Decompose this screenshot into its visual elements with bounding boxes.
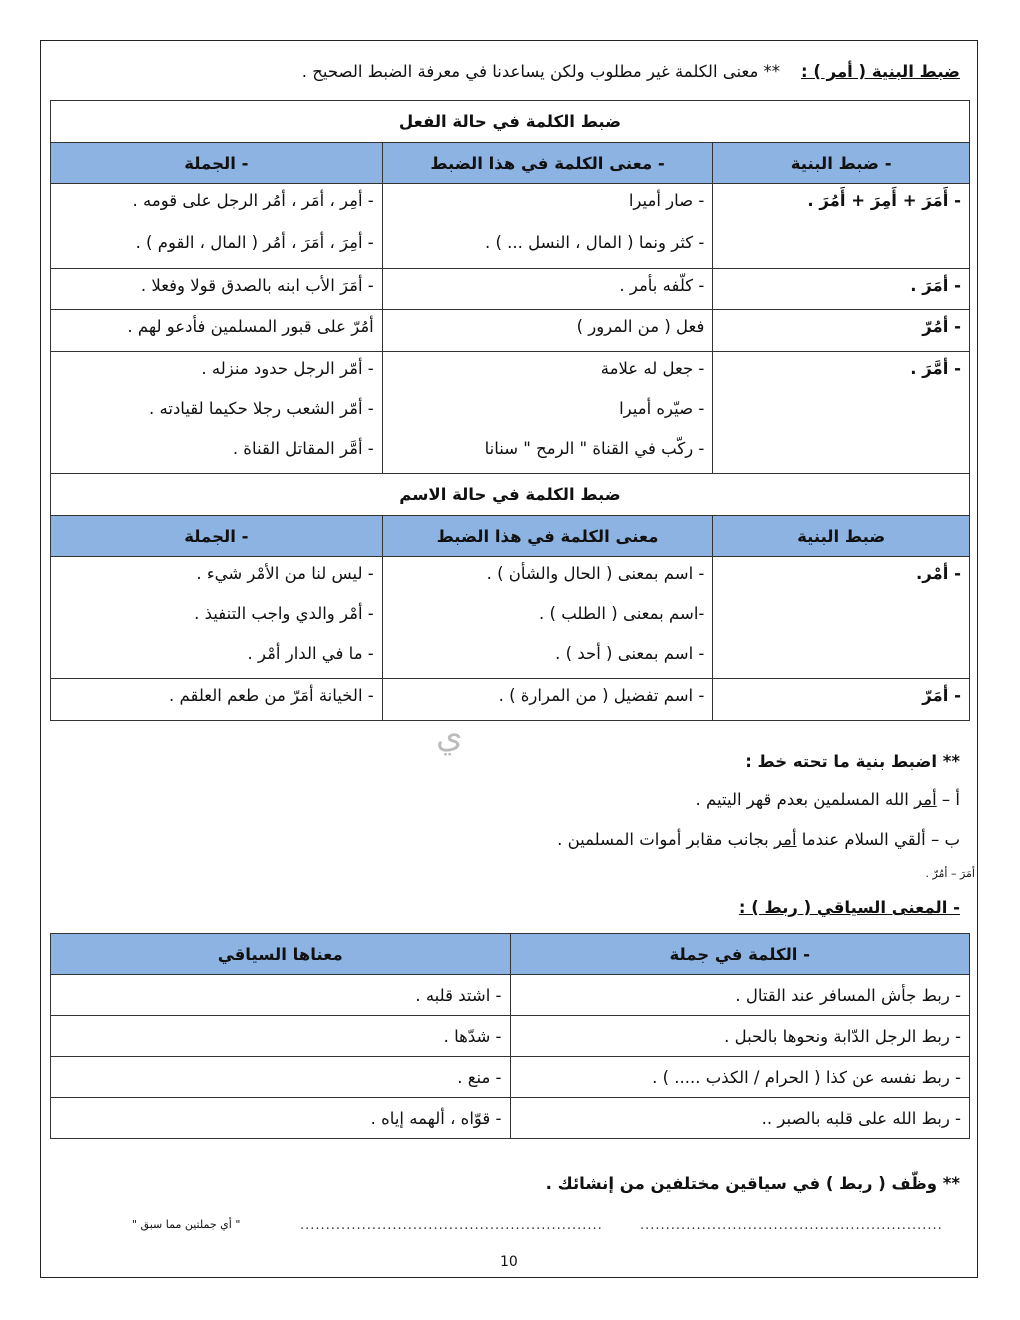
sentence-line: - أمْر والدي واجب التنفيذ . [194, 604, 374, 623]
table-row [51, 269, 970, 310]
context-section-title: - المعنى السياقي ( ربط ) : [738, 898, 960, 917]
form-cell: - أمَرَ . [910, 276, 961, 295]
form-cell: - أمُرّ [922, 317, 961, 336]
sentence-line: - أمّر الشعب رجلا حكيما لقيادته . [149, 399, 374, 418]
table-row [51, 679, 970, 721]
sentence-cell: - ربط الرجل الدّابة ونحوها بالحبل . [510, 1016, 969, 1057]
underlined-word: أمر [774, 830, 797, 849]
sentence-line: - أمِرَ ، أمَرَ ، أمُر ( المال ، القوم ) . [135, 233, 374, 252]
underlined-word: أمر [914, 790, 937, 809]
meaning-line: - كلّفه بأمر . [619, 276, 705, 295]
meaning-line: - اسم بمعنى ( أحد ) . [555, 644, 705, 663]
table-row [51, 975, 970, 1016]
verb-table [50, 100, 970, 721]
noun-header-sentence: - الجملة [51, 516, 383, 557]
verb-table-caption: ضبط الكلمة في حالة الفعل [51, 101, 970, 143]
table-row [51, 184, 970, 269]
verb-header-form: - ضبط البنية [713, 143, 970, 184]
meaning-line: فعل ( من المرور ) [576, 317, 705, 336]
sentence-cell: - ربط نفسه عن كذا ( الحرام / الكذب ..... ) . [510, 1057, 969, 1098]
table-row [51, 1016, 970, 1057]
form-cell: - أَمَرَ + أَمِرَ + أَمُرَ . [807, 191, 961, 210]
meaning-line: - صار أميرا [628, 191, 705, 210]
watermark-mark: ي [436, 716, 463, 756]
meaning-cell: - قوّاه ، ألهمه إياه . [51, 1098, 511, 1139]
header-line [302, 62, 960, 81]
meaning-cell: - منع . [51, 1057, 511, 1098]
context-header-meaning: معناها السياقي [51, 934, 511, 975]
exercise2-hint: " أي جملتين مما سبق " [132, 1218, 241, 1231]
meaning-cell: - اشتد قلبه . [51, 975, 511, 1016]
exercise1-title: ** اضبط بنية ما تحته خط : [745, 752, 960, 771]
table-row [51, 557, 970, 679]
context-table [50, 933, 970, 1139]
context-header-sentence: - الكلمة في جملة [510, 934, 969, 975]
header-note: ** معنى الكلمة غير مطلوب ولكن يساعدنا في معرفة الضبط الصحيح . [301, 62, 781, 81]
sentence-cell: - ربط جأش المسافر عند القتال . [510, 975, 969, 1016]
form-cell: - أمَّرَ . [910, 359, 961, 378]
meaning-line: - ركّب في القناة " الرمح " سنانا [484, 439, 705, 458]
sentence-line: - أمِر ، أمَر ، أمُر الرجل على قومه . [132, 191, 374, 210]
answer-line-2[interactable]: ........................................................... [300, 1218, 603, 1233]
verb-header-meaning: - معنى الكلمة في هذا الضبط [382, 143, 713, 184]
form-cell: - أمْر. [916, 564, 961, 583]
sentence-cell: - ربط الله على قلبه بالصبر .. [510, 1098, 969, 1139]
page-number: 10 [500, 1254, 518, 1270]
sentence-line: - الخيانة أمَرّ من طعم العلقم . [169, 686, 374, 705]
sentence-line: - أمَرَ الأب ابنه بالصدق قولا وفعلا . [140, 276, 374, 295]
noun-table-caption: ضبط الكلمة في حالة الاسم [51, 474, 970, 516]
noun-header-form: ضبط البنية [713, 516, 970, 557]
item-prefix: أ – [936, 790, 960, 809]
sentence-line: - أمَّر المقاتل القناة . [232, 439, 374, 458]
table-row [51, 310, 970, 352]
sentence-line: - ما في الدار أمْر . [247, 644, 374, 663]
exercise2-title: ** وظّف ( ربط ) في سياقين مختلفين من إنشائك . [545, 1174, 960, 1193]
meaning-line: - صيّره أميرا [619, 399, 705, 418]
meaning-line: - كثر ونما ( المال ، النسل ... ) . [484, 233, 705, 252]
sentence-line: أمُرّ على قبور المسلمين فأدعو لهم . [127, 317, 374, 336]
sentence-line: - ليس لنا من الأمْر شيء . [196, 564, 374, 583]
meaning-line: - اسم بمعنى ( الحال والشأن ) . [486, 564, 705, 583]
item-prefix: ب – ألقي السلام عندما [796, 830, 960, 849]
exercise1-item-a [696, 790, 960, 809]
sentence-line: - أمّر الرجل حدود منزله . [201, 359, 374, 378]
item-rest: الله المسلمين بعدم قهر اليتيم . [695, 790, 915, 809]
verb-header-sentence: - الجملة [51, 143, 383, 184]
exercise1-answer: أمَرَ – أمُرّ . [925, 867, 975, 880]
meaning-line: - جعل له علامة [600, 359, 705, 378]
meaning-line: -اسم بمعنى ( الطلب ) . [539, 604, 705, 623]
answer-line-1[interactable]: ........................................................... [640, 1218, 943, 1233]
section-title: ضبط البنية ( أمر ) : [801, 62, 960, 81]
form-cell: - أمَرّ [922, 686, 961, 705]
meaning-cell: - شدّها . [51, 1016, 511, 1057]
table-row [51, 1057, 970, 1098]
table-row [51, 352, 970, 474]
meaning-line: - اسم تفضيل ( من المرارة ) . [498, 686, 705, 705]
exercise1-item-b [557, 830, 960, 849]
table-row [51, 1098, 970, 1139]
item-rest: بجانب مقابر أموات المسلمين . [557, 830, 774, 849]
noun-header-meaning: معنى الكلمة في هذا الضبط [382, 516, 713, 557]
